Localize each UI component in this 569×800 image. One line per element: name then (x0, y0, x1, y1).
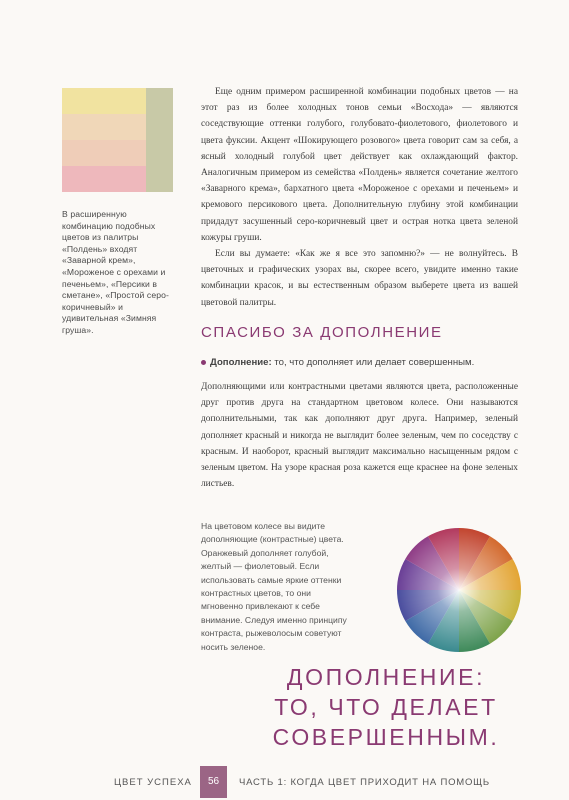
color-swatch (62, 88, 173, 192)
swatch-stripe-3 (62, 140, 146, 166)
section-heading: СПАСИБО ЗА ДОПОЛНЕНИЕ (201, 324, 443, 341)
intro-text (201, 84, 518, 311)
big-title-line-2: ТО, ЧТО ДЕЛАЕТ СОВЕРШЕННЫМ. (272, 694, 500, 750)
definition-term: Дополнение: (210, 357, 272, 368)
paragraph-3: Дополняющими или контрастными цветами являются цвета, расположенные друг против друга на стандартном цветовом колесе. Они называются дополнительными, так как дополняют друг друга. Например, зеленый дополняет красный и никогда не выглядит более зеленым, чем по соседству с красным. И наоборот, красный выглядит максимально насыщенным рядом с зеленым цветом. На узоре красная роза кажется еще краснее на фоне зеленых листьев. (201, 382, 518, 490)
color-wheel (395, 526, 523, 654)
swatch-stripe-1 (62, 88, 146, 114)
page-number: 56 (200, 766, 227, 798)
swatch-side (146, 88, 173, 192)
swatch-caption: В расширенную комбинацию подобных цветов из палитры «Полдень» входят «Заварной крем», «Мороженое с орехами и печеньем», «Персики в сметане», «Простой серо-коричневый» и удивительная «Зимняя груша». (62, 209, 169, 335)
swatch-stripe-2 (62, 114, 146, 140)
definition (201, 357, 521, 368)
page-footer (0, 764, 569, 800)
color-wheel-svg (395, 526, 523, 654)
definition-text: то, что дополняет или делает совершенным. (271, 357, 475, 368)
wheel-center-glow (397, 528, 521, 652)
complement-text (201, 379, 518, 492)
footer-book-title: ЦВЕТ УСПЕХА (114, 777, 192, 788)
bullet-icon (201, 360, 206, 365)
paragraph-2: Если вы думаете: «Как же я все это запомню?» — не волнуйтесь. В цветочных и графических узорах вы, скорее всего, увидите именно такие комбинации красок, и вы естественным образом выберете цвета из вашей цветовой палитры. (201, 249, 518, 308)
footer-chapter: ЧАСТЬ 1: КОГДА ЦВЕТ ПРИХОДИТ НА ПОМОЩЬ (239, 777, 490, 788)
wheel-caption: На цветовом колесе вы видите дополняющие (контрастные) цвета. Оранжевый дополняет голубой, желтый — фиолетовый. Если использовать самые яркие оттенки контрастных цветов, то они мгновенно привлекают к себе внимание. Следуя именно принципу контраста, рыжеволосым советуют носить зеленое. (201, 521, 347, 652)
big-title-line-1: ДОПОЛНЕНИЕ: (286, 664, 486, 690)
paragraph-1: Еще одним примером расширенной комбинации подобных цветов — на этот раз из более холодных тонов семьи «Восхода» — являются соседствующие оттенки голубого, голубовато-фиолетового, фиолетового и цвета фуксии. Акцент «Шокирующего розового» цвета говорит сам за себя, а ясный холодный голубой цвет действует как охлаждающий фактор. Аналогичным примером из семейства «Полдень» является сочетание желтого «Заварного крема», бархатного цвета «Мороженое с орехами и печеньем» и кремового персикового цвета. Дополнительную глубину этой комбинации придадут засушенный серо-коричневый цвет и острая нотка цвета зеленой кожуры груши. (201, 87, 518, 243)
swatch-stripe-4 (62, 166, 146, 192)
big-title (216, 662, 556, 752)
